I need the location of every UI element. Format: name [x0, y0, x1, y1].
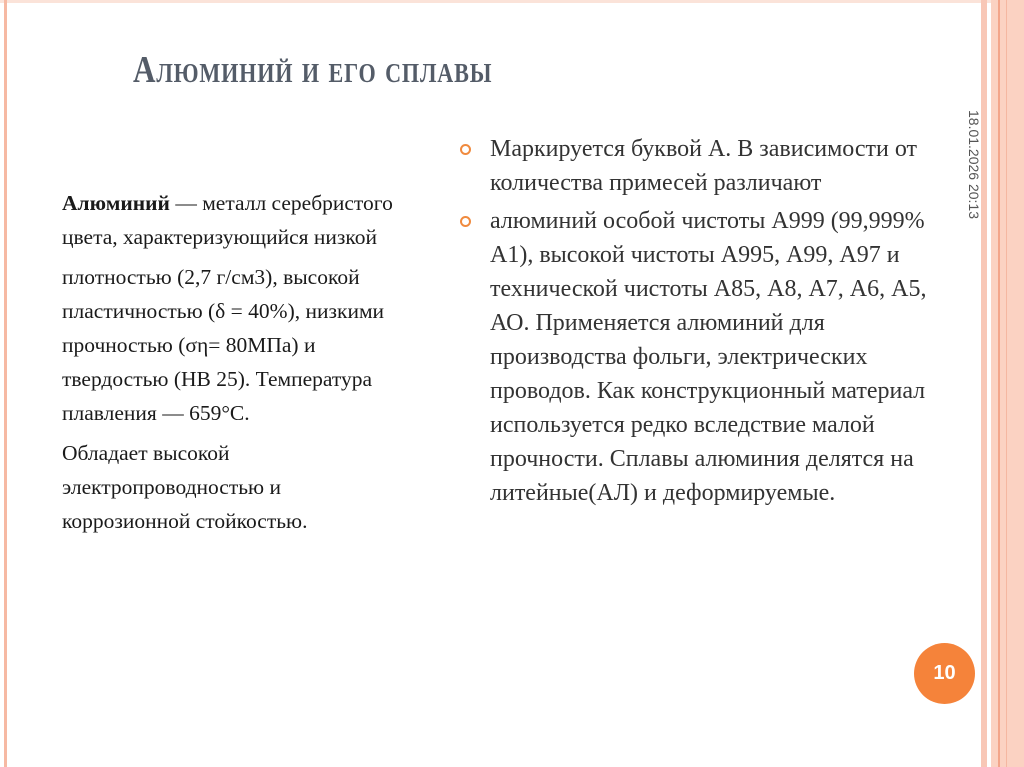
decor-stripe [1006, 0, 1007, 767]
bullet-list [458, 132, 928, 514]
term: Алюминий [62, 191, 170, 215]
bullet-ring-icon [460, 216, 471, 227]
list-item-text: алюминий особой чистоты А999 (99,999% А1), высокой чистоты А995, А99, А97 и технической чистоты А85, А8, А7, А6, А5, АО. Применяется алюминий для производства фольги, электрических проводов. Как конструкционный материал используется редко вследствие малой прочности. Сплавы алюминия делятся на литейные(АЛ) и деформируемые. [490, 208, 927, 506]
paragraph-3: Обладает высокой электропроводностью и коррозионной стойкостью. [62, 441, 308, 533]
slide-title: Алюминий и его сплавы [133, 49, 493, 91]
bullet-ring-icon [460, 144, 471, 155]
top-border [0, 0, 1024, 3]
paragraph-2: плотностью (2,7 г/см3), высокой пластичностью (δ = 40%), низкими прочностью (ση= 80МПа) и твердостью (HB 25). Температура плавления — 659°С. [62, 265, 385, 425]
page-number-badge: 10 [914, 643, 975, 704]
list-item [458, 132, 928, 200]
paragraph-1-text: — металл серебристого цвета, характеризующийся низкой [62, 191, 393, 249]
date-stamp: 18.01.2026 20:13 [966, 110, 982, 219]
left-text-block [62, 186, 412, 544]
decor-stripe [991, 0, 1024, 767]
left-border [4, 0, 7, 767]
paragraph-1 [62, 186, 412, 254]
list-item-text: Маркируется буквой А. В зависимости от количества примесей различают [490, 136, 918, 196]
list-item [458, 204, 928, 510]
decor-stripe [998, 0, 1000, 767]
